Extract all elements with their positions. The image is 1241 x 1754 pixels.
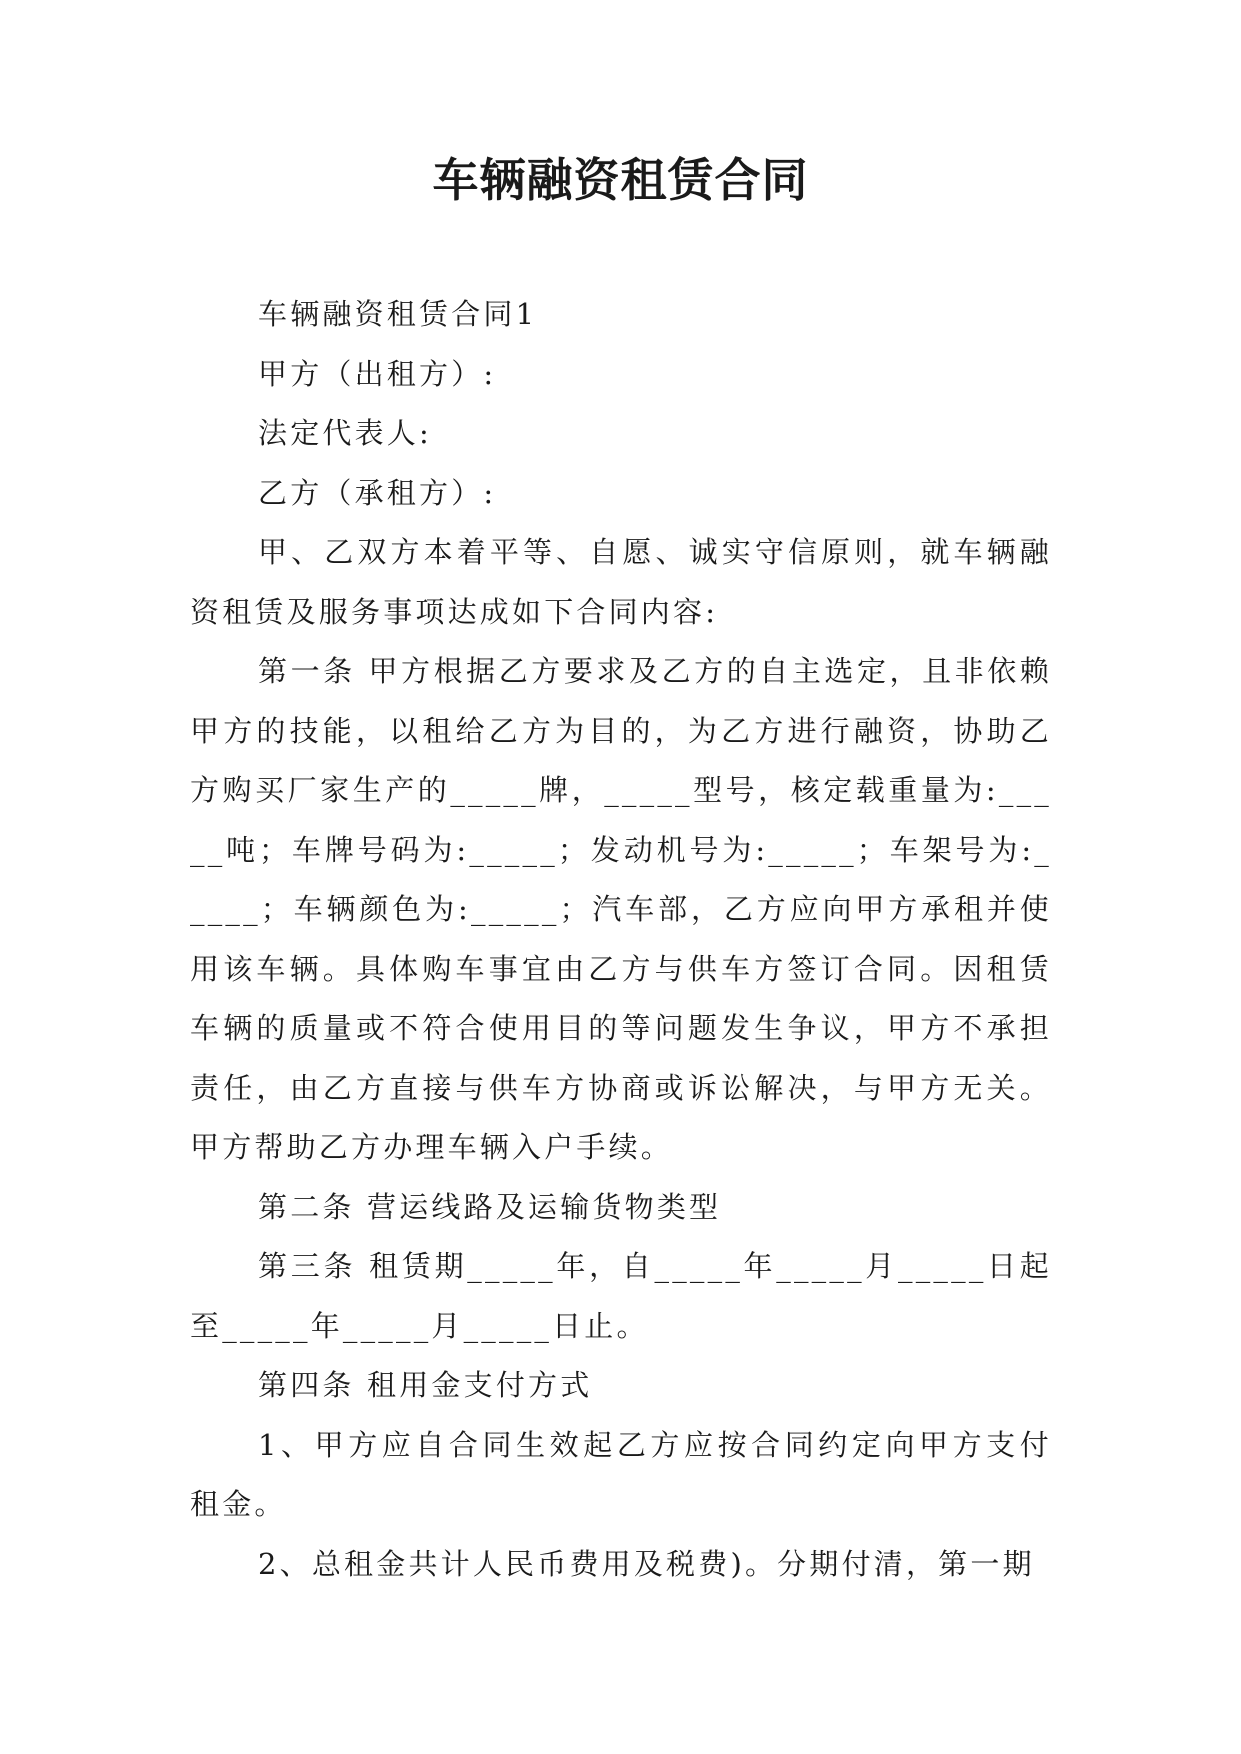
paragraph-lessor: 甲方（出租方）: [258, 356, 497, 391]
paragraph-legal-representative: 法定代表人: [258, 416, 432, 450]
paragraph-article-3: 第三条 租赁期_____年，自_____年_____月_____日起至_____年_____月_____日止。 [190, 1249, 1052, 1343]
document-body [190, 285, 1052, 1594]
paragraph-article-2: 第二条 营运线路及运输货物类型 [258, 1189, 722, 1224]
paragraph-preamble: 甲、乙双方本着平等、自愿、诚实守信原则，就车辆融资租赁及服务事项达成如下合同内容: [190, 535, 1052, 629]
paragraph-clause-4-1: 1、甲方应自合同生效起乙方应按合同约定向甲方支付租金。 [190, 1427, 1052, 1521]
paragraph-clause-4-2: 2、总租金共计人民币费用及税费)。分期付清，第一期 [258, 1546, 1035, 1581]
paragraph-article-4: 第四条 租用金支付方式 [258, 1368, 593, 1402]
paragraph-lessee: 乙方（承租方）: [258, 475, 497, 510]
paragraph-article-1: 第一条 甲方根据乙方要求及乙方的自主选定，且非依赖甲方的技能，以租给乙方为目的，为乙方进行融资，协助乙方购买厂家生产的_____牌，_____型号，核定载重量为:_____吨；车牌号码为:_____；发动机号为:_____；车架号为:_____；车辆颜色为:_____；汽车部，乙方应向甲方承租并使用该车辆。具体购车事宜由乙方与供车方签订合同。因租赁车辆的质量或不符合使用目的等问题发生争议，甲方不承担责任，由乙方直接与供车方协商或诉讼解决，与甲方无关。甲方帮助乙方办理车辆入户手续。 [190, 654, 1052, 1164]
paragraph-heading: 车辆融资租赁合同1 [258, 297, 538, 331]
document-title: 车辆融资租赁合同 [432, 153, 809, 207]
